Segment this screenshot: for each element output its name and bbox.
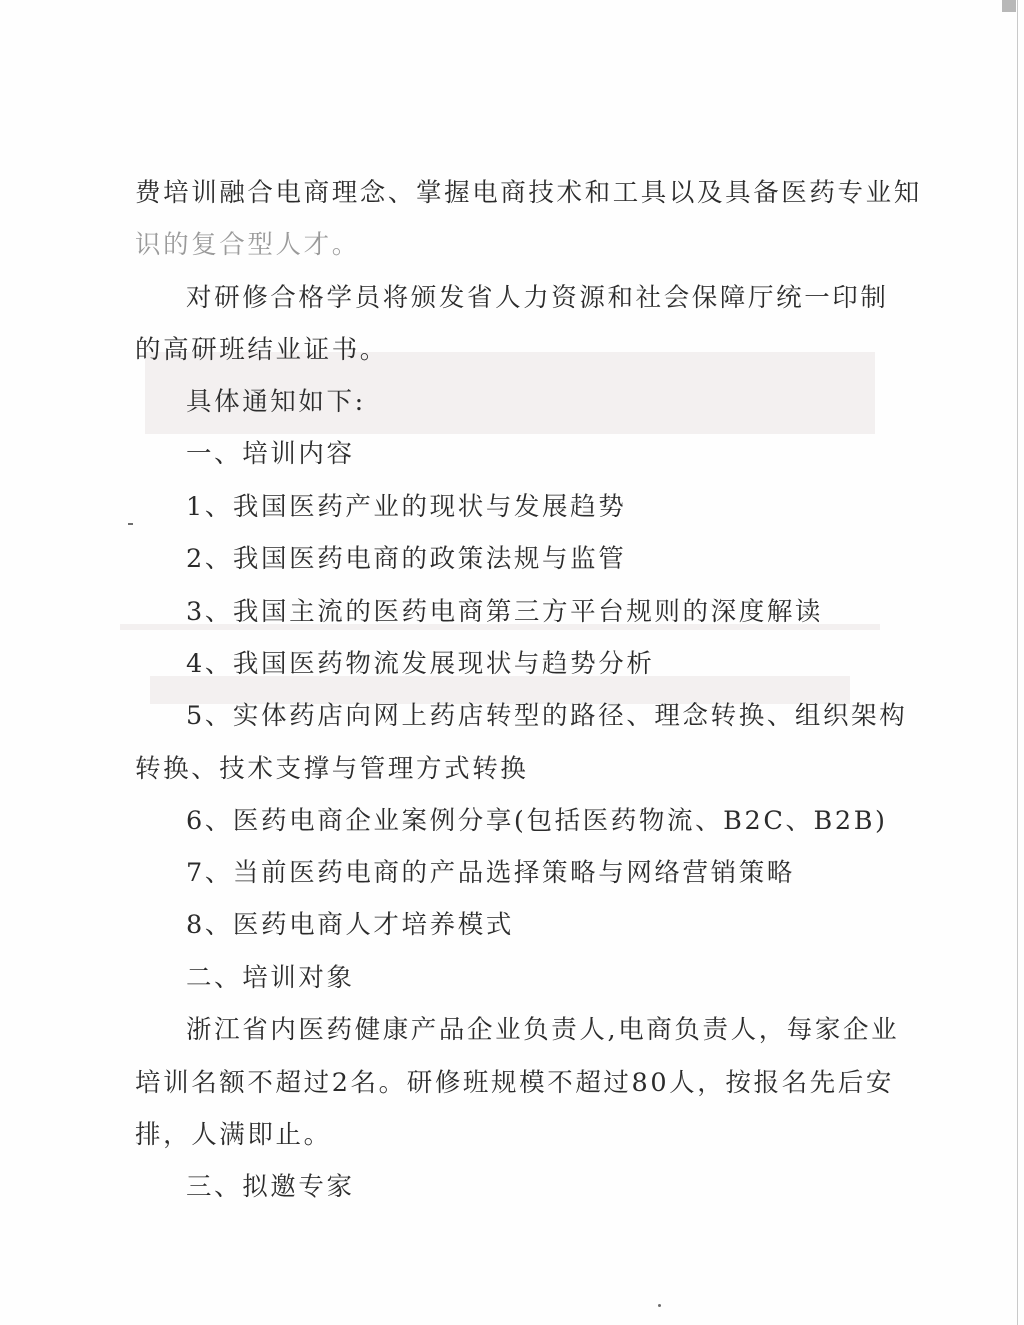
scan-speck <box>128 523 133 525</box>
section-heading-invited-experts: 三、拟邀专家 <box>186 1172 355 1202</box>
list-item-6: 6、医药电商企业案例分享(包括医药物流、B2C、B2B) <box>186 806 888 836</box>
scan-speck <box>658 1304 661 1307</box>
paragraph-line-4: 的高研班结业证书。 <box>135 335 388 365</box>
list-item-4: 4、我国医药物流发展现状与趋势分析 <box>186 649 655 679</box>
list-item-3: 3、我国主流的医药电商第三方平台规则的深度解读 <box>186 597 824 627</box>
list-item-5-continuation: 转换、技术支撑与管理方式转换 <box>135 754 529 784</box>
list-item-1: 1、我国医药产业的现状与发展趋势 <box>186 492 627 522</box>
list-item-5: 5、实体药店向网上药店转型的路径、理念转换、组织架构 <box>186 701 908 731</box>
list-item-7: 7、当前医药电商的产品选择策略与网络营销策略 <box>186 858 795 888</box>
paragraph-target-line-3: 排，人满即止。 <box>135 1120 332 1150</box>
section-heading-training-target: 二、培训对象 <box>186 963 355 993</box>
paragraph-line-3: 对研修合格学员将颁发省人力资源和社会保障厅统一印制 <box>186 283 889 313</box>
paragraph-target-line-1: 浙江省内医药健康产品企业负责人,电商负责人，每家企业 <box>186 1015 900 1045</box>
scan-edge-line <box>1017 0 1018 1325</box>
paragraph-line-5: 具体通知如下: <box>186 387 366 417</box>
list-item-8: 8、医药电商人才培养模式 <box>186 910 514 940</box>
list-item-2: 2、我国医药电商的政策法规与监管 <box>186 544 627 574</box>
paragraph-target-line-2: 培训名额不超过2名。研修班规模不超过80人，按报名先后安 <box>135 1068 894 1098</box>
paragraph-line-1: 费培训融合电商理念、掌握电商技术和工具以及具备医药专业知 <box>135 178 922 208</box>
scan-corner-mark <box>1002 0 1016 12</box>
section-heading-training-content: 一、培训内容 <box>186 439 355 469</box>
paragraph-line-2: 识的复合型人才。 <box>135 230 360 260</box>
